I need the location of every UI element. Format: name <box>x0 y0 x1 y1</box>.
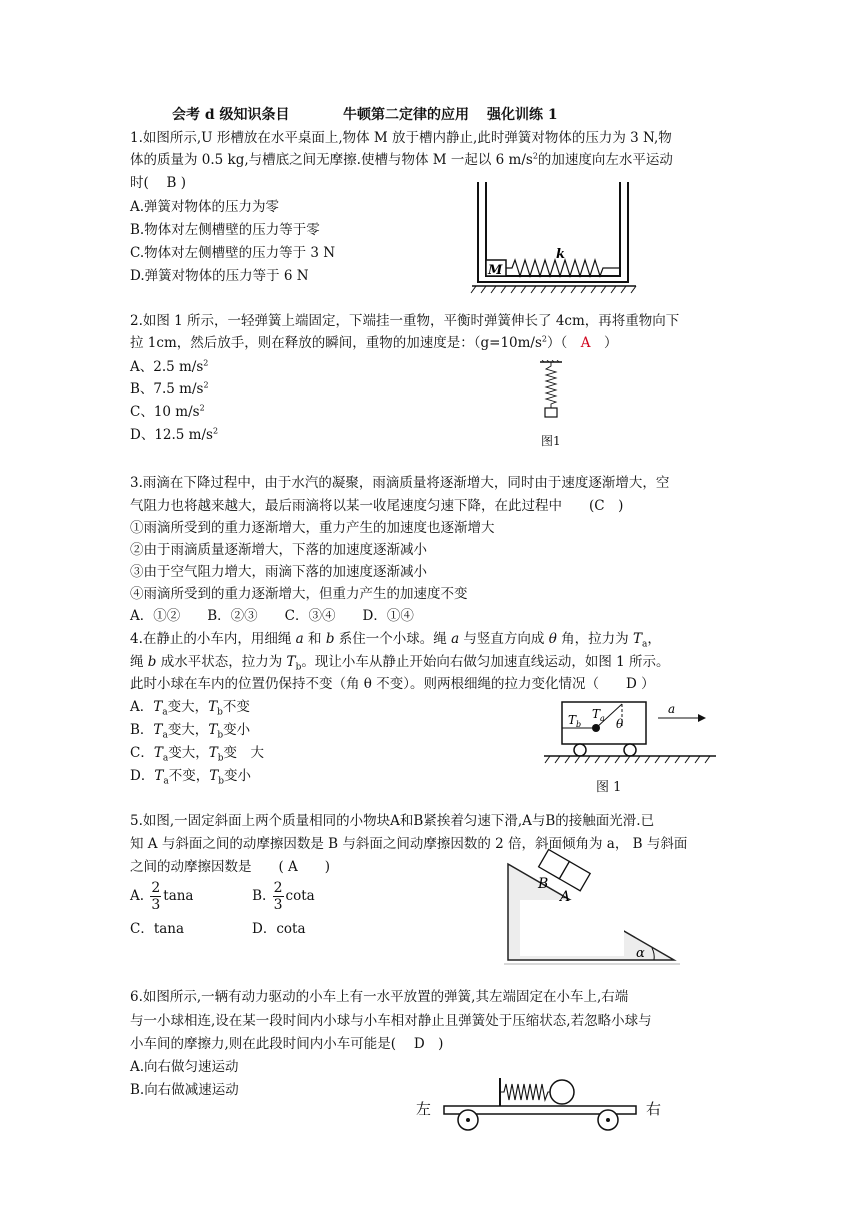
q2-option-b: B、7.5 $m/s^2$ <box>130 380 209 397</box>
q3-statement-2: ②由于雨滴质量逐渐增大，下落的加速度逐渐减小 <box>130 542 427 558</box>
q1-option-d: D.弹簧对物体的压力等于 6 N <box>130 268 309 284</box>
q1-fig-spring-label: k <box>556 247 566 262</box>
q5-line2: 知 A 与斜面之间的动摩擦因数是 B 与斜面之间动摩擦因数的 2 倍，斜面倾角为 a， B 与斜面 <box>130 836 688 852</box>
q3-statement-3: ③由于空气阻力增大，雨滴下落的加速度逐渐减小 <box>130 564 427 580</box>
q4-line1: 4.在静止的小车内，用细绳 a 和 b 系住一个小球。绳 a 与竖直方向成 θ 角，拉力为 $T_a$， <box>130 631 661 650</box>
q2-figure-caption: 图1 <box>541 434 561 448</box>
title-part1: 会考 d 级知识条目 <box>172 107 290 123</box>
q5-line3: 之间的动摩擦因数是 ( A ) <box>130 859 331 875</box>
q4-fig-theta-label: θ <box>616 717 624 731</box>
q3-line1: 3.雨滴在下降过程中，由于水汽的凝聚，雨滴质量将逐渐增大，同时由于速度逐渐增大，空 <box>130 475 670 491</box>
q5-option-a-fraction: $\frac{2}{3}$ <box>151 880 161 913</box>
title-part3: 强化训练 1 <box>487 107 558 123</box>
q1-option-c: C.物体对左侧槽壁的压力等于 3 N <box>130 245 336 261</box>
q3-statement-4: ④雨滴所受到的重力逐渐增大，但重力产生的加速度不变 <box>130 586 468 602</box>
q6-option-a: A.向右做匀速运动 <box>130 1059 239 1075</box>
title-part2: 牛顿第二定律的应用 <box>343 107 469 123</box>
q3-statement-1: ①雨滴所受到的重力逐渐增大，重力产生的加速度也逐渐增大 <box>130 520 495 536</box>
q1-option-a: A.弹簧对物体的压力为零 <box>130 199 280 215</box>
q5-options-cd: C．tana D．cota <box>130 921 306 937</box>
q4-option-d: D．$T_a$不变，$T_b$变小 <box>130 768 251 787</box>
q3-line2: 气阻力也将越来越大，最后雨滴将以某一收尾速度匀速下降，在此过程中 (C ) <box>130 498 624 514</box>
q4-line2: 绳 b 成水平状态，拉力为 $T_b$。现让小车从静止开始向右做匀加速直线运动，如图 1 所示。 <box>130 654 670 673</box>
q5-line1: 5.如图,一固定斜面上两个质量相同的小物块A和B紧挨着匀速下滑,A与B的接触面光滑.已 <box>130 813 655 829</box>
q6-cart-spring-figure <box>440 1070 640 1140</box>
q6-fig-right-label: 右 <box>646 1100 662 1118</box>
q5-fig-alpha-label: α <box>636 946 645 961</box>
q2-answer: A <box>580 335 591 351</box>
q3-choices: A．①② B．②③ C．③④ D．①④ <box>130 608 414 624</box>
q6-line1: 6.如图所示,一辆有动力驱动的小车上有一水平放置的弹簧,其左端固定在小车上,右端 <box>130 989 629 1005</box>
q4-cart-figure <box>540 696 720 772</box>
q4-option-a: A．$T_a$变大，$T_b$不变 <box>130 699 250 718</box>
q5-options-ab: A. $\frac{2}{3}$ tana B. $\frac{2}{3}$ cota <box>130 880 315 913</box>
q4-line3: 此时小球在车内的位置仍保持不变（角 θ 不变）。则两根细绳的拉力变化情况（ D ） <box>130 676 655 692</box>
q5-fig-block-b-label: B <box>538 876 549 892</box>
q2-line1: 2.如图 1 所示，一轻弹簧上端固定，下端挂一重物，平衡时弹簧伸长了 4cm，再将重物向下 <box>130 313 680 329</box>
q2-hanging-spring-figure <box>536 360 566 418</box>
q1-line3: 时( B ) <box>130 175 187 191</box>
q1-option-b: B.物体对左侧槽壁的压力等于零 <box>130 222 320 238</box>
q4-fig-accel-label: a <box>668 702 676 716</box>
q6-fig-left-label: 左 <box>416 1100 432 1118</box>
q1-fig-mass-label: M <box>488 263 503 278</box>
q6-line2: 与一小球相连,设在某一段时间内小球与小车相对静止且弹簧处于压缩状态,若忽略小球与 <box>130 1013 652 1029</box>
q4-option-b: B．$T_a$变大，$T_b$变小 <box>130 722 251 741</box>
q4-figure-caption: 图 1 <box>596 780 622 795</box>
q2-option-a: A、2.5 $m/s^2$ <box>130 358 209 375</box>
q1-line2: 体的质量为 0.5 kg,与槽底之间无摩擦.使槽与物体 M 一起以 6 $m/s^2$的加速度向左水平运动 <box>130 151 673 168</box>
q6-line3: 小车间的摩擦力,则在此段时间内小车可能是( D ) <box>130 1036 444 1052</box>
q6-option-b: B.向右做减速运动 <box>130 1082 239 1098</box>
q4-option-c: C．$T_a$变大，$T_b$变 大 <box>130 745 265 764</box>
q2-option-c: C、10 $m/s^2$ <box>130 403 205 420</box>
q4-fig-ta-label: $T_a$ <box>592 707 605 723</box>
q1-line1: 1.如图所示,U 形槽放在水平桌面上,物体 M 放于槽内静止,此时弹簧对物体的压力为 3 N,物 <box>130 130 672 146</box>
q5-fig-block-a-label: A <box>560 889 571 905</box>
q1-u-trough-figure <box>470 180 640 298</box>
q4-fig-tb-label: $T_b$ <box>568 713 582 729</box>
q2-option-d: D、12.5 $m/s^2$ <box>130 426 219 443</box>
q5-incline-figure <box>504 840 680 972</box>
q2-line2: 拉 1cm，然后放手，则在释放的瞬间，重物的加速度是：$(g=10m/s^2)$（ A ） <box>130 334 618 351</box>
q5-option-b-fraction: $\frac{2}{3}$ <box>273 880 283 913</box>
